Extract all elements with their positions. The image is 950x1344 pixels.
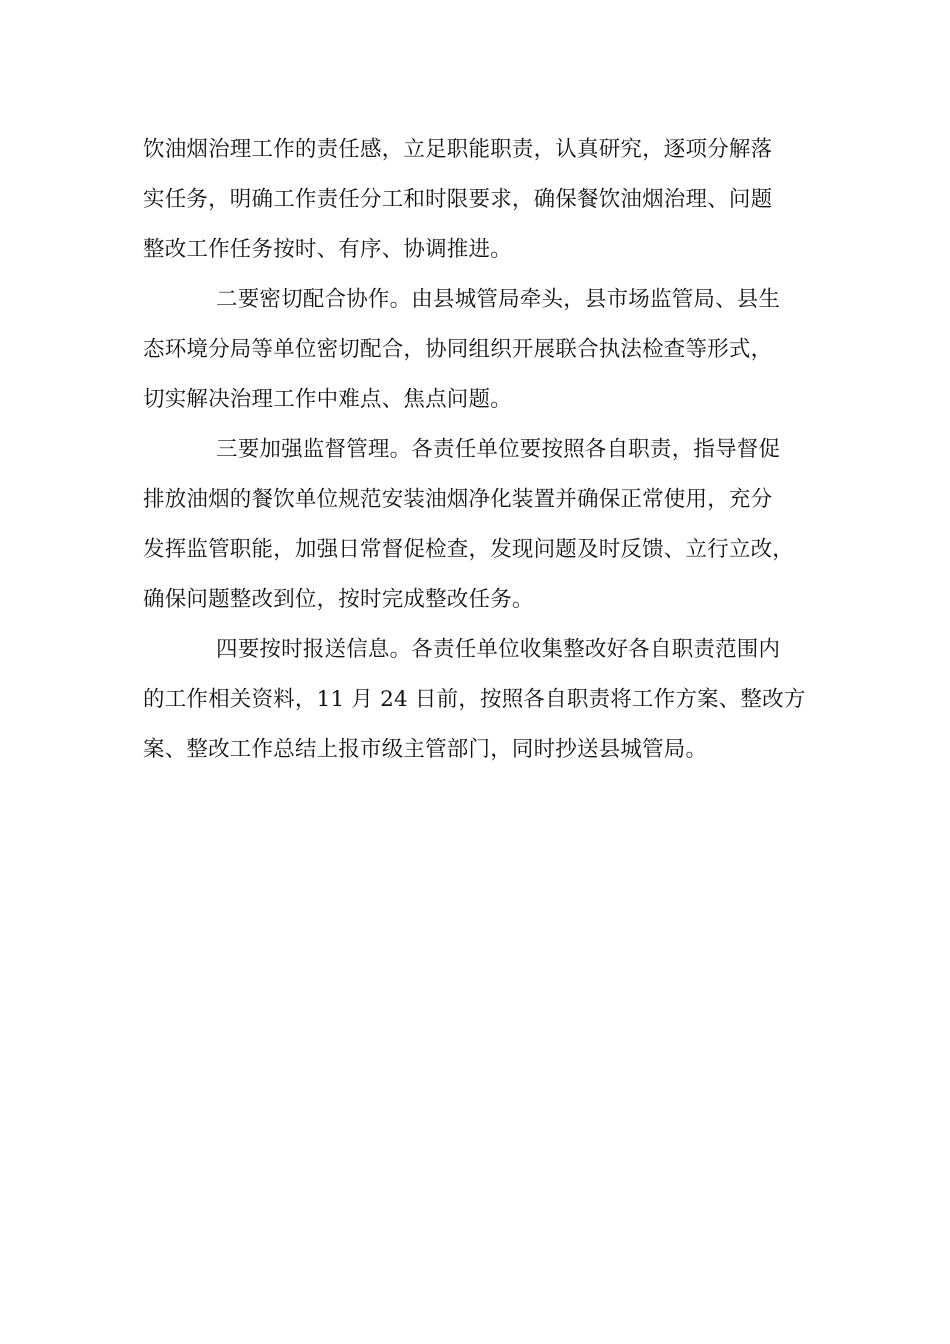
paragraph-4-first-line: 四要按时报送信息。各责任单位收集整改好各自职责范围内 [216, 637, 781, 662]
text-line: 饮油烟治理工作的责任感，立足职能职责，认真研究，逐项分解落 [143, 137, 773, 162]
text-line: 排放油烟的餐饮单位规范安装油烟净化装置并确保正常使用，充分 [143, 487, 773, 512]
paragraph-2-first-line: 二要密切配合协作。由县城管局牵头，县市场监管局、县生 [216, 287, 781, 312]
text-line: 案、整改工作总结上报市级主管部门，同时抄送县城管局。 [143, 737, 708, 762]
paragraph-3-first-line: 三要加强监督管理。各责任单位要按照各自职责，指导督促 [216, 437, 781, 462]
text-line: 发挥监管职能，加强日常督促检查，发现问题及时反馈、立行立改， [143, 537, 795, 562]
text-line: 实任务，明确工作责任分工和时限要求，确保餐饮油烟治理、问题 [143, 187, 773, 212]
text-line: 整改工作任务按时、有序、协调推进。 [143, 237, 512, 262]
text-line: 态环境分局等单位密切配合，协同组织开展联合执法检查等形式， [143, 337, 773, 362]
text-line: 确保问题整改到位，按时完成整改任务。 [143, 587, 534, 612]
document-body [143, 128, 833, 778]
text-line: 切实解决治理工作中难点、焦点问题。 [143, 387, 512, 412]
text-line: 的工作相关资料，11 月 24 日前，按照各自职责将工作方案、整改方 [143, 687, 806, 712]
